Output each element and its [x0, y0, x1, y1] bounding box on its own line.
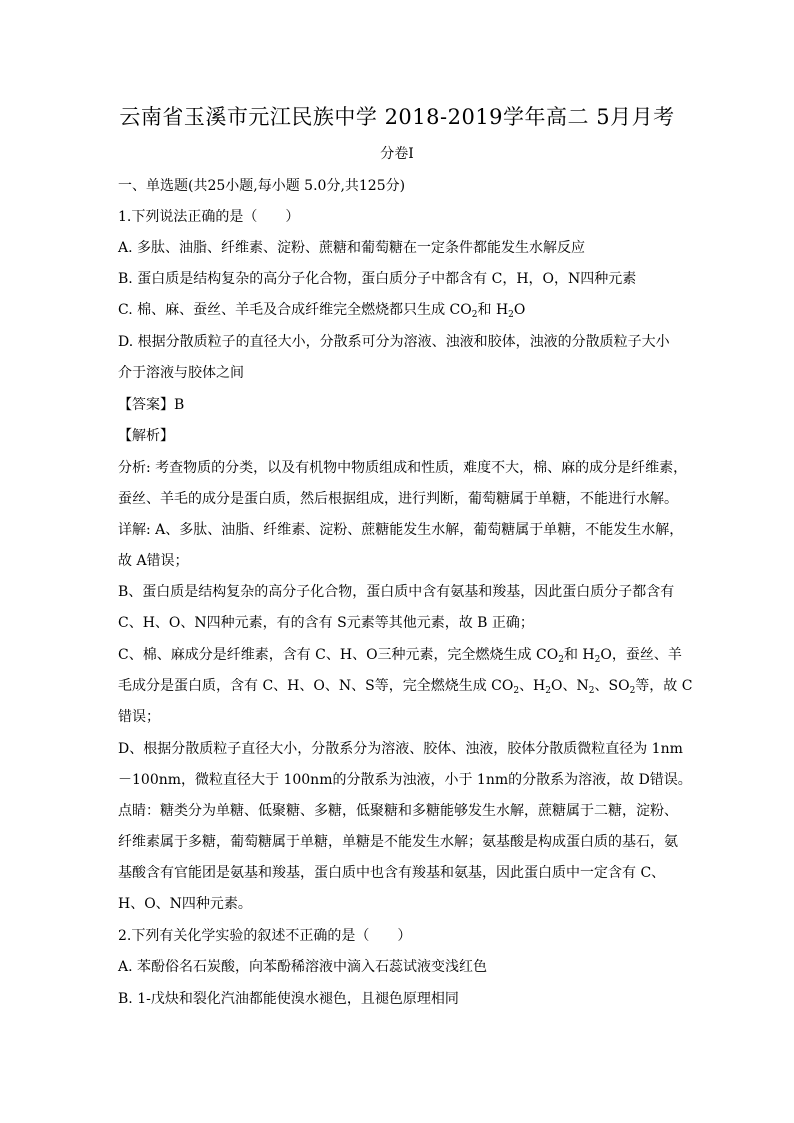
analysis-heading: 【解析】 [118, 428, 174, 444]
analysis-text: 分析: 考查物质的分类，以及有机物中物质组成和性质，难度不大，棉、麻的成分是纤维素， [118, 460, 688, 476]
analysis-text: 蚕丝、羊毛的成分是蛋白质，然后根据组成，进行判断，葡萄糖属于单糖，不能进行水解。 [118, 491, 678, 507]
detail-text: 错误； [118, 709, 160, 725]
detail-text: C、棉、麻成分是纤维素，含有 C、H、O三种元素，完全燃烧生成 $CO_2$和 $H_2O$，蚕丝、羊 [118, 647, 682, 665]
tip-text: 点睛：糖类分为单糖、低聚糖、多糖，低聚糖和多糖能够发生水解，蔗糖属于二糖，淀粉、 [118, 803, 678, 819]
paper-part-label: 分卷I [380, 146, 414, 162]
question-1-option-d-continued: 介于溶液与胶体之间 [118, 365, 244, 381]
question-1-option-d: D. 根据分散质粒子的直径大小，分散系可分为溶液、浊液和胶体，浊液的分散质粒子大小 [118, 334, 670, 350]
detail-text: 毛成分是蛋白质，含有 C、H、O、N、S等，完全燃烧生成 $CO_2$、$H_2O$、$N_2$、$SO_2$等，故 C [118, 678, 693, 696]
detail-text: 故 A错误； [118, 553, 189, 569]
detail-text: D、根据分散质粒子直径大小，分散系分为溶液、胶体、浊液，胶体分散质微粒直径为 1nm [118, 741, 683, 757]
question-2-stem: 2.下列有关化学实验的叙述不正确的是（ ） [118, 928, 412, 944]
tip-text: H、O、N四种元素。 [118, 896, 252, 912]
section-heading: 一、单选题(共25小题,每小题 5.0分,共125分) [118, 178, 406, 194]
question-2-option-a: A. 苯酚俗名石炭酸，向苯酚稀溶液中滴入石蕊试液变浅红色 [118, 959, 488, 975]
tip-text: 纤维素属于多糖，葡萄糖属于单糖，单糖是不能发生水解；氨基酸是构成蛋白质的基石，氨 [118, 834, 678, 850]
question-2-option-b: B. 1-戊炔和裂化汽油都能使溴水褪色，且褪色原理相同 [118, 991, 459, 1007]
detail-text: －100nm，微粒直径大于 100nm的分散系为浊液，小于 1nm的分散系为溶液，故 D错误。 [118, 772, 692, 788]
detail-text: B、蛋白质是结构复杂的高分子化合物，蛋白质中含有氨基和羧基，因此蛋白质分子都含有 [118, 584, 675, 600]
answer-label: 【答案】B [118, 397, 185, 413]
question-1-option-a: A. 多肽、油脂、纤维素、淀粉、蔗糖和葡萄糖在一定条件都能发生水解反应 [118, 240, 586, 256]
detail-text: 详解: A、多肽、油脂、纤维素、淀粉、蔗糖能发生水解，葡萄糖属于单糖，不能发生水解， [118, 522, 684, 538]
question-1-option-b: B. 蛋白质是结构复杂的高分子化合物，蛋白质分子中都含有 C，H，O，N四种元素 [118, 271, 637, 287]
detail-text: C、H、O、N四种元素，有的含有 S元素等其他元素，故 B 正确； [118, 615, 534, 631]
question-1-stem: 1.下列说法正确的是（ ） [118, 209, 300, 225]
tip-text: 基酸含有官能团是氨基和羧基，蛋白质中也含有羧基和氨基，因此蛋白质中一定含有 C、 [118, 865, 666, 881]
question-1-option-c: C. 棉、麻、蚕丝、羊毛及合成纤维完全燃烧都只生成 $CO_2$和 $H_2O$ [118, 302, 526, 320]
page-title: 云南省玉溪市元江民族中学 2018-2019学年高二 5月月考 [119, 105, 675, 129]
